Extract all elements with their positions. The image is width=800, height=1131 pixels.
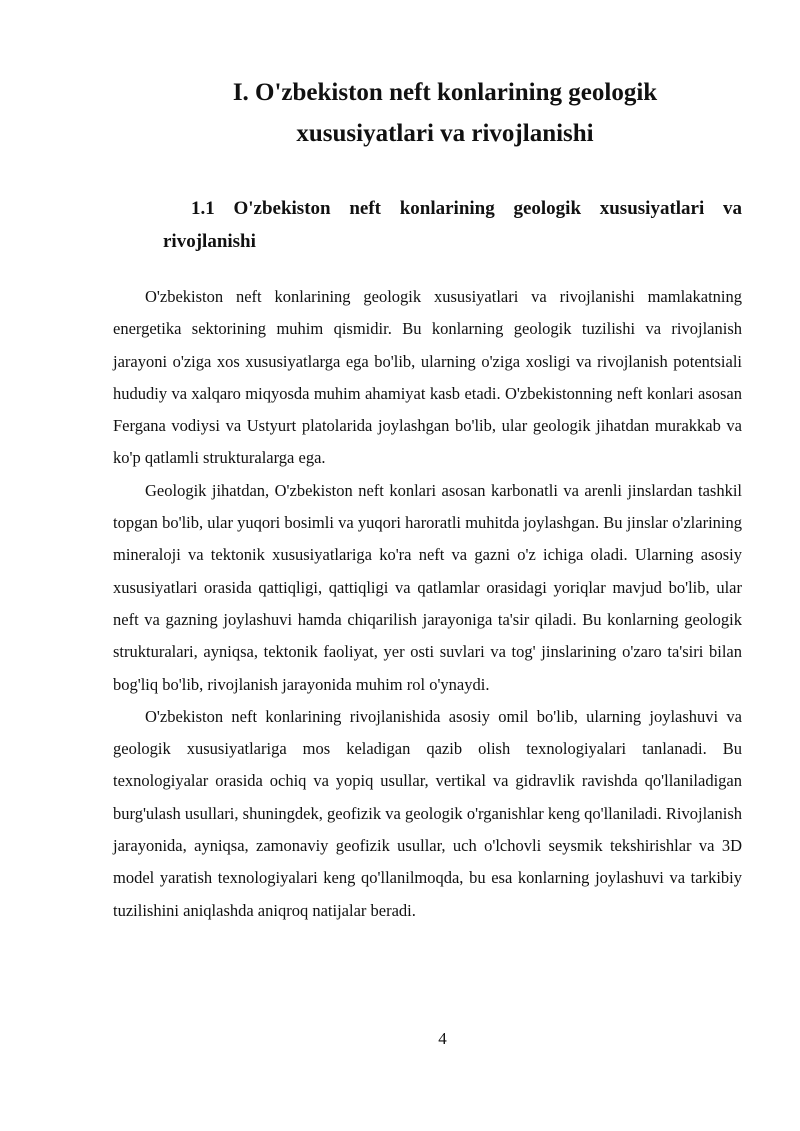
chapter-title-line2: xususiyatlari va rivojlanishi — [296, 120, 594, 147]
paragraph: O'zbekiston neft konlarining rivojlanishida asosiy omil bo'lib, ularning joylashuvi va geologik xususiyatlariga mos keladigan qazib olish texnologiyalari tanlanadi. Bu texnologiyalar orasida ochiq va yopiq usullar, vertikal va gidravlik ravishda qo'llaniladigan burg'ulash usullari, shuningdek, geofizik va geologik o'rganishlar keng qo'llaniladi. Rivojlanish jarayonida, ayniqsa, zamonaviy geofizik usullar, uch o'lchovli seysmik tekshirishlar va 3D model yaratish texnologiyalari keng qo'llanilmoqda, bu esa konlarning joylashuvi va tarkibiy tuzilishini aniqlashda aniqroq natijalar beradi. — [113, 706, 742, 920]
section-title: 1.1 O'zbekiston neft konlarining geologik xususiyatlari va rivojlanishi — [163, 198, 742, 252]
paragraph: O'zbekiston neft konlarining geologik xususiyatlari va rivojlanishi mamlakatning energetika sektorining muhim qismidir. Bu konlarning geologik tuzilishi va rivojlanish jarayoni o'ziga xos xususiyatlarga ega bo'lib, ularning o'ziga xosligi va rivojlanish potentsiali hududiy va xalqaro miqyosda muhim ahamiyat kasb etadi. O'zbekistonning neft konlari asosan Fergana vodiysi va Ustyurt platolarida joylashgan bo'lib, ular geologik jihatdan murakkab va ko'p qatlamli strukturalarga ega. — [113, 287, 742, 468]
chapter-title-line1: I. O'zbekiston neft konlarining geologik — [232, 79, 658, 106]
page-number: 4 — [438, 1029, 447, 1048]
paragraph: Geologik jihatdan, O'zbekiston neft konlari asosan karbonatli va arenli jinslardan tashkil topgan bo'lib, ular yuqori bosimli va yuqori haroratli muhitda joylashgan. Bu jinslar o'zlarining mineraloji va tektonik xususiyatlariga ko'ra neft va gazni o'z ichiga oladi. Ularning asosiy xususiyatlari orasida qattiqligi, qattiqligi va qatlamlar orasidagi yoriqlar mavjud bo'lib, ular neft va gazning joylashuvi hamda chiqarilish jarayoniga ta'sir qiladi. Bu konlarning geologik strukturalari, ayniqsa, tektonik faoliyat, yer osti suvlari va tog' jinslarining o'zaro ta'siri bilan bog'liq bo'lib, rivojlanish jarayonida muhim rol o'ynaydi. — [113, 480, 742, 694]
chapter-title — [120, 72, 770, 154]
body-text — [113, 281, 742, 927]
